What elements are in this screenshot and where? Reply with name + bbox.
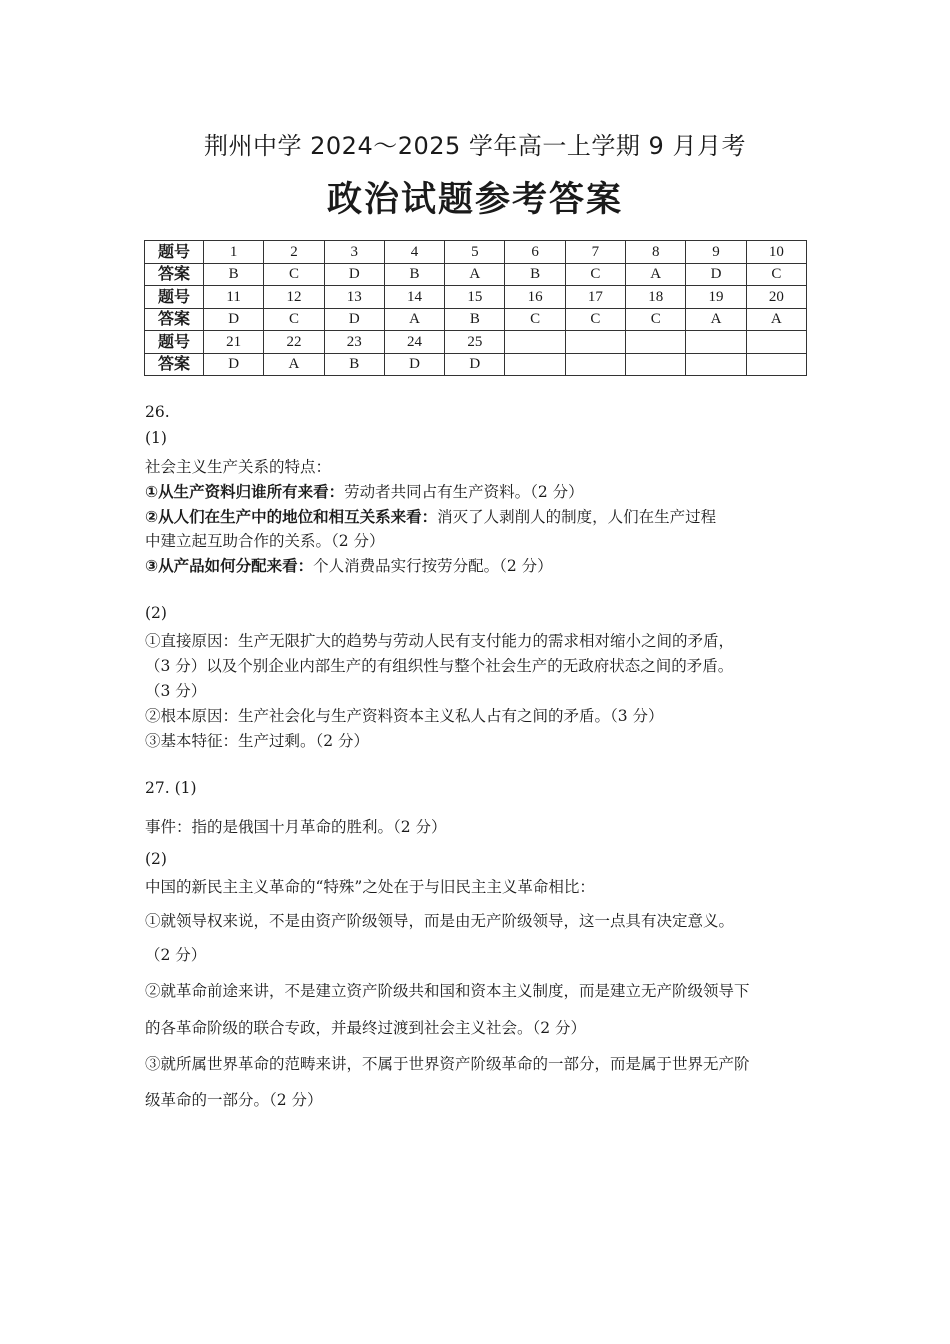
table-cell: D <box>384 353 444 376</box>
table-cell: C <box>264 308 324 331</box>
q26-point-b-text: 消灭了人剥削人的制度，人们在生产过程 <box>437 508 717 526</box>
q26-part2-direct-cause-cont: （3 分）以及个别企业内部生产的有组织性与整个社会生产的无政府状态之间的矛盾。 <box>145 657 734 675</box>
table-cell: 22 <box>264 331 324 354</box>
q26-number: 26. <box>145 403 170 421</box>
table-cell: 4 <box>384 241 444 264</box>
table-cell <box>626 331 686 354</box>
table-cell: A <box>384 308 444 331</box>
exam-title: 荆州中学 2024～2025 学年高一上学期 9 月月考 <box>204 132 746 160</box>
table-cell: 23 <box>324 331 384 354</box>
table-cell: C <box>746 263 806 286</box>
table-cell <box>565 353 625 376</box>
table-cell: 20 <box>746 286 806 309</box>
q26-part1-point-b <box>145 505 716 527</box>
table-cell: D <box>204 308 264 331</box>
table-cell <box>686 331 746 354</box>
table-cell: D <box>204 353 264 376</box>
q27-point-category-cont: 级革命的一部分。（2 分） <box>145 1091 323 1109</box>
table-cell: 6 <box>505 241 565 264</box>
table-cell <box>626 353 686 376</box>
answer-key-heading: 政治试题参考答案 <box>326 180 623 220</box>
table-cell: A <box>686 308 746 331</box>
q26-point-c-text: 个人消费品实行按劳分配。（2 分） <box>313 557 553 575</box>
row-label: 题号 <box>145 331 204 354</box>
table-row <box>145 308 807 331</box>
table-cell: D <box>324 263 384 286</box>
q27-point-category: ③就所属世界革命的范畴来讲，不属于世界资产阶级革命的一部分，而是属于世界无产阶 <box>145 1055 750 1073</box>
table-cell: 5 <box>445 241 505 264</box>
table-cell: C <box>505 308 565 331</box>
q26-part2-basic-feature: ③基本特征：生产过剩。（2 分） <box>145 732 370 750</box>
table-cell: C <box>565 308 625 331</box>
table-row <box>145 286 807 309</box>
q26-part1-point-b-cont: 中建立起互助合作的关系。（2 分） <box>145 532 385 550</box>
table-cell: 17 <box>565 286 625 309</box>
table-cell: 1 <box>204 241 264 264</box>
answer-table <box>144 240 807 376</box>
table-row <box>145 241 807 264</box>
q26-part1-point-c <box>145 554 553 576</box>
table-cell: 7 <box>565 241 625 264</box>
q27-part2-intro: 中国的新民主主义革命的“特殊”之处在于与旧民主主义革命相比： <box>145 878 595 896</box>
table-cell: 2 <box>264 241 324 264</box>
q26-part1-point-a <box>145 480 584 502</box>
q26-part2-root-cause: ②根本原因：生产社会化与生产资料资本主义私人占有之间的矛盾。（3 分） <box>145 707 664 725</box>
table-row <box>145 331 807 354</box>
table-cell <box>686 353 746 376</box>
row-label: 答案 <box>145 308 204 331</box>
table-cell: B <box>384 263 444 286</box>
table-cell: A <box>746 308 806 331</box>
table-cell: B <box>324 353 384 376</box>
table-cell <box>746 353 806 376</box>
table-cell: 15 <box>445 286 505 309</box>
table-cell: 8 <box>626 241 686 264</box>
table-row <box>145 263 807 286</box>
q26-point-b-heading: ②从人们在生产中的地位和相互关系来看： <box>145 508 438 526</box>
q26-point-a-text: 劳动者共同占有生产资料。（2 分） <box>344 483 584 501</box>
q26-part2-label: (2) <box>145 604 167 622</box>
q27-point-leadership: ①就领导权来说，不是由资产阶级领导，而是由无产阶级领导，这一点具有决定意义。 <box>145 912 735 930</box>
q26-point-a-heading: ①从生产资料归谁所有来看： <box>145 483 345 501</box>
table-cell: 10 <box>746 241 806 264</box>
table-cell: 16 <box>505 286 565 309</box>
q26-part1-label: (1) <box>145 429 167 447</box>
q26-part1-intro: 社会主义生产关系的特点： <box>145 458 332 476</box>
table-cell: 12 <box>264 286 324 309</box>
table-cell: D <box>686 263 746 286</box>
table-cell: B <box>445 308 505 331</box>
q27-part1-text: 事件：指的是俄国十月革命的胜利。（2 分） <box>145 818 447 836</box>
row-label: 答案 <box>145 263 204 286</box>
table-row <box>145 353 807 376</box>
table-cell: D <box>324 308 384 331</box>
table-cell: 18 <box>626 286 686 309</box>
q26-part2-direct-cause-score: （3 分） <box>145 682 207 700</box>
table-cell: A <box>626 263 686 286</box>
table-cell: 14 <box>384 286 444 309</box>
table-cell <box>565 331 625 354</box>
table-cell: 21 <box>204 331 264 354</box>
q27-point-future: ②就革命前途来讲，不是建立资产阶级共和国和资本主义制度，而是建立无产阶级领导下 <box>145 982 750 1000</box>
table-cell: 13 <box>324 286 384 309</box>
table-cell: C <box>565 263 625 286</box>
table-cell <box>505 353 565 376</box>
table-cell <box>505 331 565 354</box>
table-cell: 3 <box>324 241 384 264</box>
table-cell: B <box>505 263 565 286</box>
table-cell: 25 <box>445 331 505 354</box>
table-cell: B <box>204 263 264 286</box>
table-cell: 9 <box>686 241 746 264</box>
q26-part2-direct-cause: ①直接原因：生产无限扩大的趋势与劳动人民有支付能力的需求相对缩小之间的矛盾， <box>145 632 735 650</box>
table-cell <box>746 331 806 354</box>
table-cell: A <box>445 263 505 286</box>
q27-part2-label: (2) <box>145 850 167 868</box>
q26-point-c-heading: ③从产品如何分配来看： <box>145 557 314 575</box>
table-cell: 11 <box>204 286 264 309</box>
table-cell: C <box>626 308 686 331</box>
row-label: 题号 <box>145 286 204 309</box>
table-cell: A <box>264 353 324 376</box>
table-cell: 24 <box>384 331 444 354</box>
table-cell: C <box>264 263 324 286</box>
q27-point-leadership-score: （2 分） <box>145 946 207 964</box>
table-cell: D <box>445 353 505 376</box>
row-label: 答案 <box>145 353 204 376</box>
q27-point-future-cont: 的各革命阶级的联合专政，并最终过渡到社会主义社会。（2 分） <box>145 1019 587 1037</box>
table-cell: 19 <box>686 286 746 309</box>
row-label: 题号 <box>145 241 204 264</box>
q27-number: 27. (1) <box>145 779 197 797</box>
